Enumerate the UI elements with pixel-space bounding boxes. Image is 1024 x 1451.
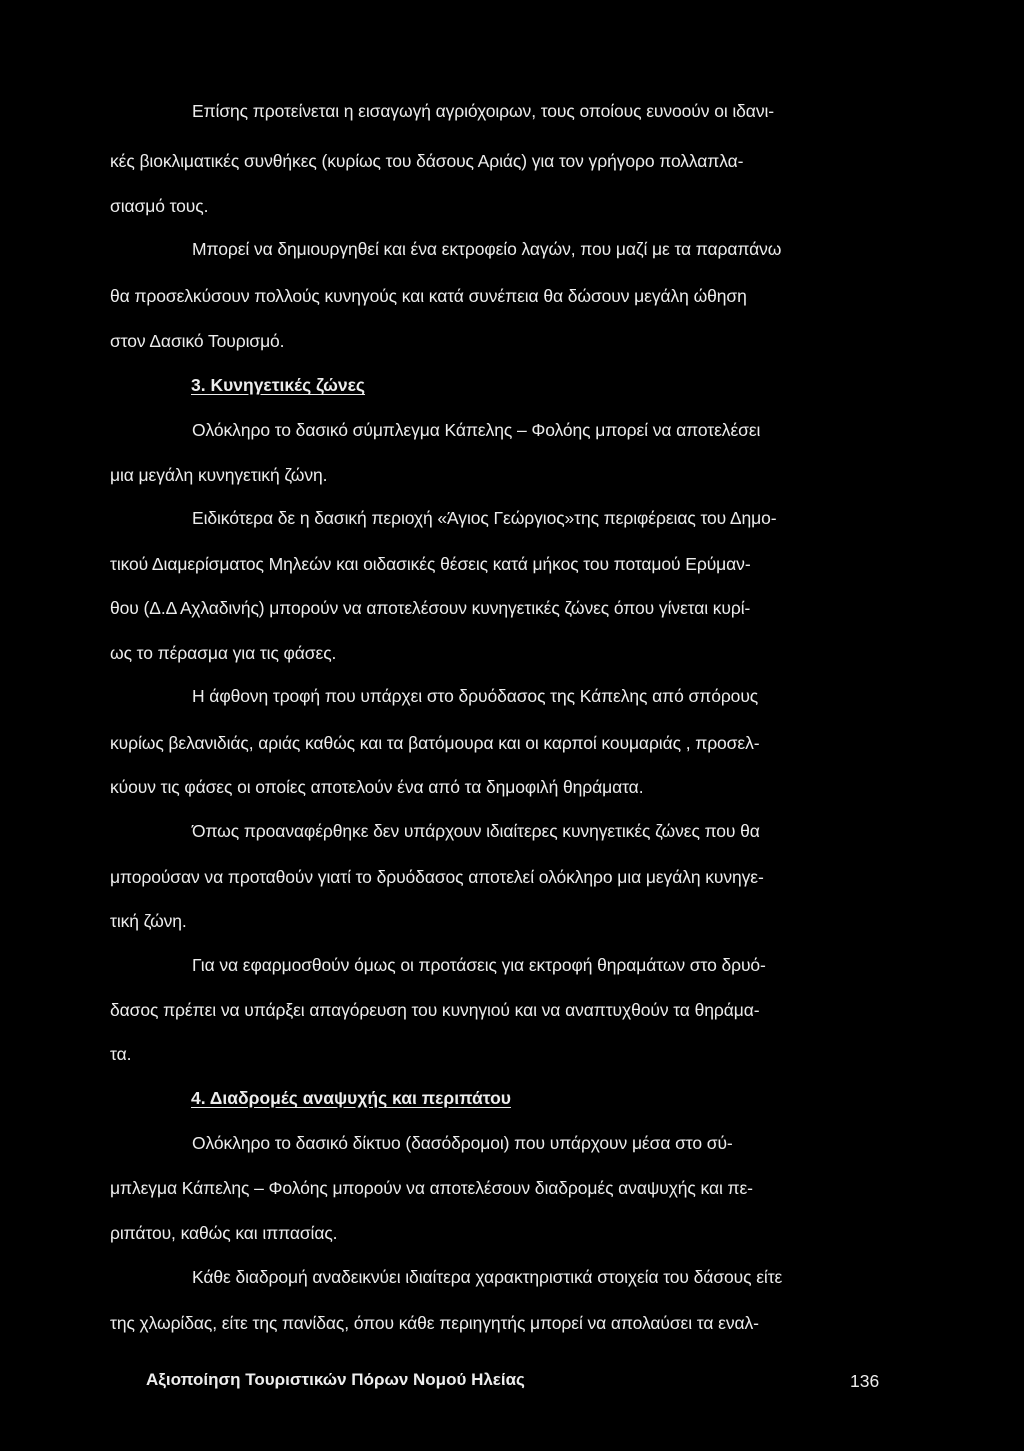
text-line: Μπορεί να δημιουργηθεί και ένα εκτροφείο λαγών, που μαζί με τα παραπάνω	[192, 239, 782, 259]
text-line: Για να εφαρμοσθούν όμως οι προτάσεις για εκτροφή θηραμάτων στο δρυό-	[192, 955, 766, 975]
text-line: τα.	[110, 1044, 132, 1064]
text-line: Η άφθονη τροφή που υπάρχει στο δρυόδασος της Κάπελης από σπόρους	[192, 686, 759, 706]
text-line: μπλεγμα Κάπελης – Φολόης μπορούν να αποτελέσουν διαδρομές αναψυχής και πε-	[110, 1178, 753, 1198]
text-line: Όπως προαναφέρθηκε δεν υπάρχουν ιδιαίτερες κυνηγετικές ζώνες που θα	[192, 821, 760, 841]
text-line: Ολόκληρο το δασικό σύμπλεγμα Κάπελης – Φολόης μπορεί να αποτελέσει	[192, 420, 761, 440]
text-line: θα προσελκύσουν πολλούς κυνηγούς και κατά συνέπεια θα δώσουν μεγάλη ώθηση	[110, 286, 747, 306]
text-line: τικού Διαμερίσματος Μηλεών και οιδασικές θέσεις κατά μήκος του ποταμού Ερύμαν-	[110, 554, 751, 574]
text-line: Επίσης προτείνεται η εισαγωγή αγριόχοιρων, τους οποίους ευνοούν οι ιδανι-	[192, 101, 774, 121]
text-line: κύουν τις φάσες οι οποίες αποτελούν ένα από τα δημοφιλή θηράματα.	[110, 777, 644, 797]
footer-title: Αξιοποίηση Τουριστικών Πόρων Νομού Ηλείας	[146, 1370, 525, 1389]
text-line: τική ζώνη.	[110, 911, 187, 931]
text-line: σιασμό τους.	[110, 196, 209, 216]
text-line: ως το πέρασμα για τις φάσες.	[110, 643, 337, 663]
section-heading: 3. Κυνηγετικές ζώνες	[191, 375, 366, 395]
text-line: θου (Δ.Δ Αχλαδινής) μπορούν να αποτελέσουν κυνηγετικές ζώνες όπου γίνεται κυρί-	[110, 598, 751, 618]
text-line: κές βιοκλιματικές συνθήκες (κυρίως του δάσους Αριάς) για τον γρήγορο πολλαπλα-	[110, 151, 744, 171]
text-line: Ειδικότερα δε η δασική περιοχή «Άγιος Γεώργιος»της περιφέρειας του Δημο-	[192, 508, 777, 528]
text-line: της χλωρίδας, είτε της πανίδας, όπου κάθε περιηγητής μπορεί να απολαύσει τα εναλ-	[110, 1313, 759, 1333]
section-heading: 4. Διαδρομές αναψυχής και περιπάτου	[191, 1088, 511, 1108]
text-line: ριπάτου, καθώς και ιππασίας.	[110, 1223, 338, 1243]
text-line: στον Δασικό Τουρισμό.	[110, 331, 285, 351]
text-line: κυρίως βελανιδιάς, αριάς καθώς και τα βατόμουρα και οι καρποί κουμαριάς , προσελ-	[110, 733, 760, 753]
text-line: μπορούσαν να προταθούν γιατί το δρυόδασος αποτελεί ολόκληρο μια μεγάλη κυνηγε-	[110, 867, 764, 887]
text-line: Κάθε διαδρομή αναδεικνύει ιδιαίτερα χαρακτηριστικά στοιχεία του δάσους είτε	[192, 1267, 783, 1287]
text-line: Ολόκληρο το δασικό δίκτυο (δασόδρομοι) που υπάρχουν μέσα στο σύ-	[192, 1133, 733, 1153]
text-line: μια μεγάλη κυνηγετική ζώνη.	[110, 465, 328, 485]
text-line: δασος πρέπει να υπάρξει απαγόρευση του κυνηγιού και να αναπτυχθούν τα θηράμα-	[110, 1000, 760, 1020]
page-number: 136	[850, 1371, 880, 1391]
